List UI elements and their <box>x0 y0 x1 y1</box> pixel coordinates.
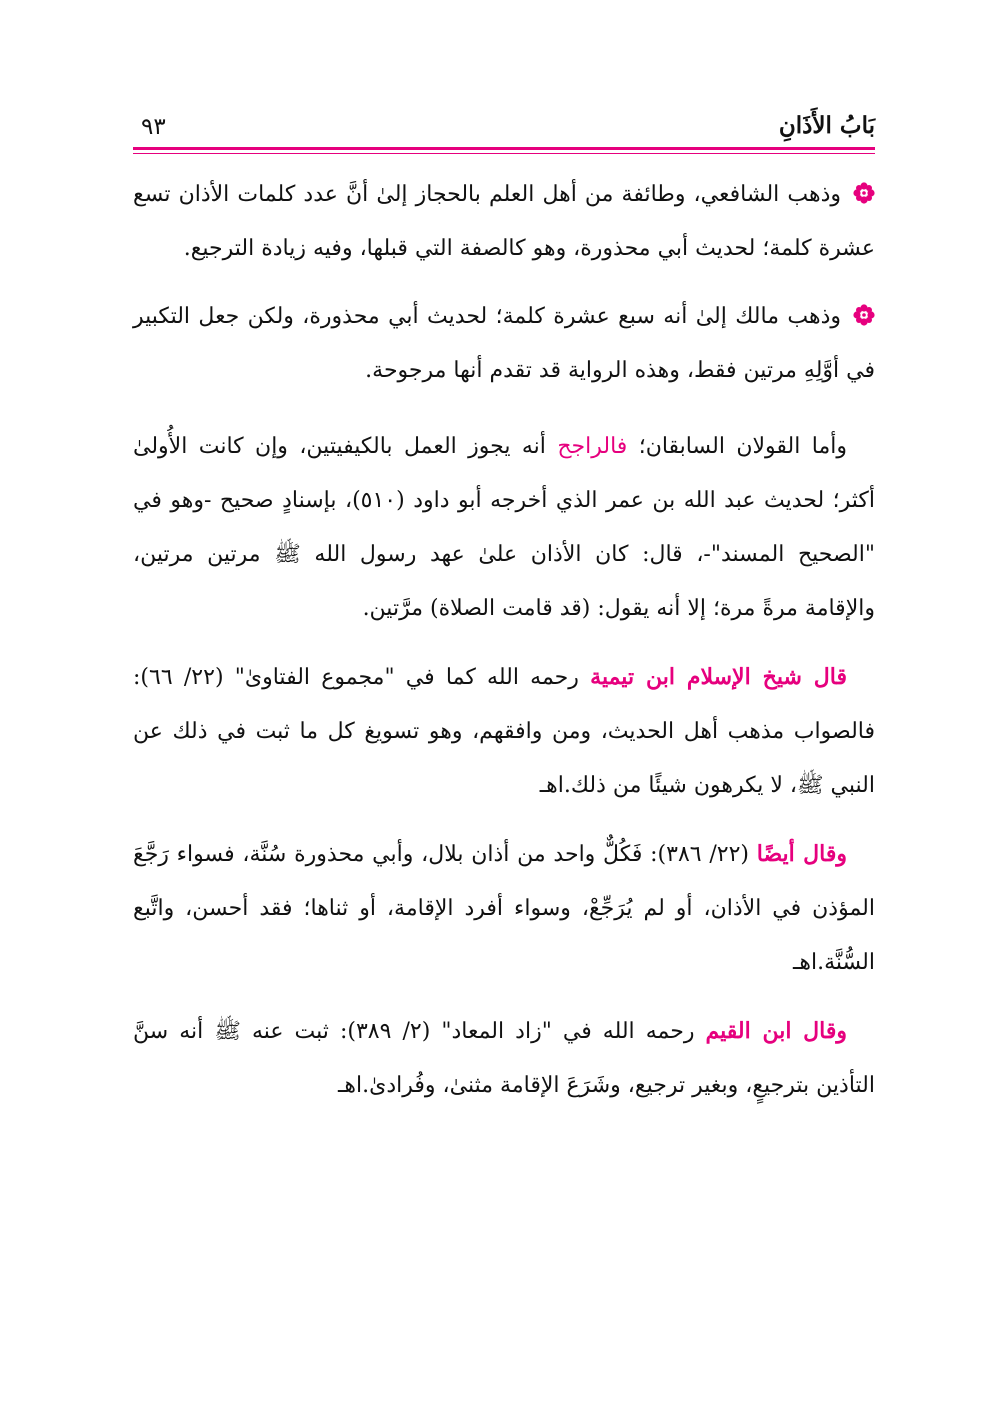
paragraph-text-post: رحمه الله كما في "مجموع الفتاوىٰ" (٢٢/ ٦٦): فالصواب مذهب أهل الحديث، ومن وافقهم، وهو تسويغ كل ما ثبت في ذلك عن النبي ﷺ، لا يكرهون شيئًا من ذلك.اهـ <box>133 665 875 798</box>
flower-bullet-icon <box>853 304 875 326</box>
paragraph-text: وذهب الشافعي، وطائفة من أهل العلم بالحجاز إلىٰ أنَّ عدد كلمات الأذان تسع عشرة كلمة؛ لحديث أبي محذورة، وهو كالصفة التي قبلها، وفيه زيادة الترجيع. <box>133 182 875 261</box>
paragraph-text-post: رحمه الله في "زاد المعاد" (٢/ ٣٨٩): ثبت عنه ﷺ أنه سنَّ التأذين بترجيعٍ، وبغير ترجيع، وشَرَعَ الإقامة مثنىٰ، وفُرادىٰ.اهـ <box>133 1019 875 1098</box>
paragraph-malik <box>133 290 875 398</box>
page-number: ٩٣ <box>141 114 166 140</box>
highlight-speaker: وقال ابن القيم <box>705 1018 847 1044</box>
header-rule-thin <box>133 153 875 154</box>
chapter-title: بَابُ الأَذَانِ <box>778 112 875 139</box>
paragraph-text-pre: وأما القولان السابقان؛ <box>627 434 847 459</box>
paragraph-text-post: (٢٢/ ٣٨٦): فَكُلٌّ واحد من أذان بلال، وأبي محذورة سُنَّة، فسواء رَجَّعَ المؤذن في الأذان، أو لم يُرَجِّعْ، وسواء أفرد الإقامة، أو ثناها؛ فقد أحسن، واتَّبع السُّنَّة.اهـ <box>133 842 875 975</box>
flower-bullet-icon <box>853 182 875 204</box>
paragraph-shafii <box>133 168 875 276</box>
highlight-speaker: وقال أيضًا <box>756 841 847 867</box>
paragraph-ibn-taymiyya <box>133 650 875 813</box>
paragraph-ibn-alqayyim <box>133 1004 875 1113</box>
highlight-preferred: فالراجح <box>557 434 628 459</box>
highlight-speaker: قال شيخ الإسلام ابن تيمية <box>590 664 847 690</box>
header-rule-thick <box>133 147 875 150</box>
paragraph-ibn-taymiyya-also <box>133 827 875 990</box>
page-body <box>133 168 875 1113</box>
paragraph-preferred-view <box>133 420 875 636</box>
paragraph-text-post: أنه يجوز العمل بالكيفيتين، وإن كانت الأُولىٰ أكثر؛ لحديث عبد الله بن عمر الذي أخرجه أبو داود (٥١٠)، بإسنادٍ صحيح -وهو في "الصحيح المسند"-، قال: كان الأذان علىٰ عهد رسول الله ﷺ مرتين مرتين، والإقامة مرةً مرة؛ إلا أنه يقول: (قد قامت الصلاة) مرَّتين. <box>133 434 876 621</box>
paragraph-text: وذهب مالك إلىٰ أنه سبع عشرة كلمة؛ لحديث أبي محذورة، ولكن جعل التكبير في أوَّلِهِ مرتين فقط، وهذه الرواية قد تقدم أنها مرجوحة. <box>133 304 875 383</box>
page-header <box>133 104 875 144</box>
